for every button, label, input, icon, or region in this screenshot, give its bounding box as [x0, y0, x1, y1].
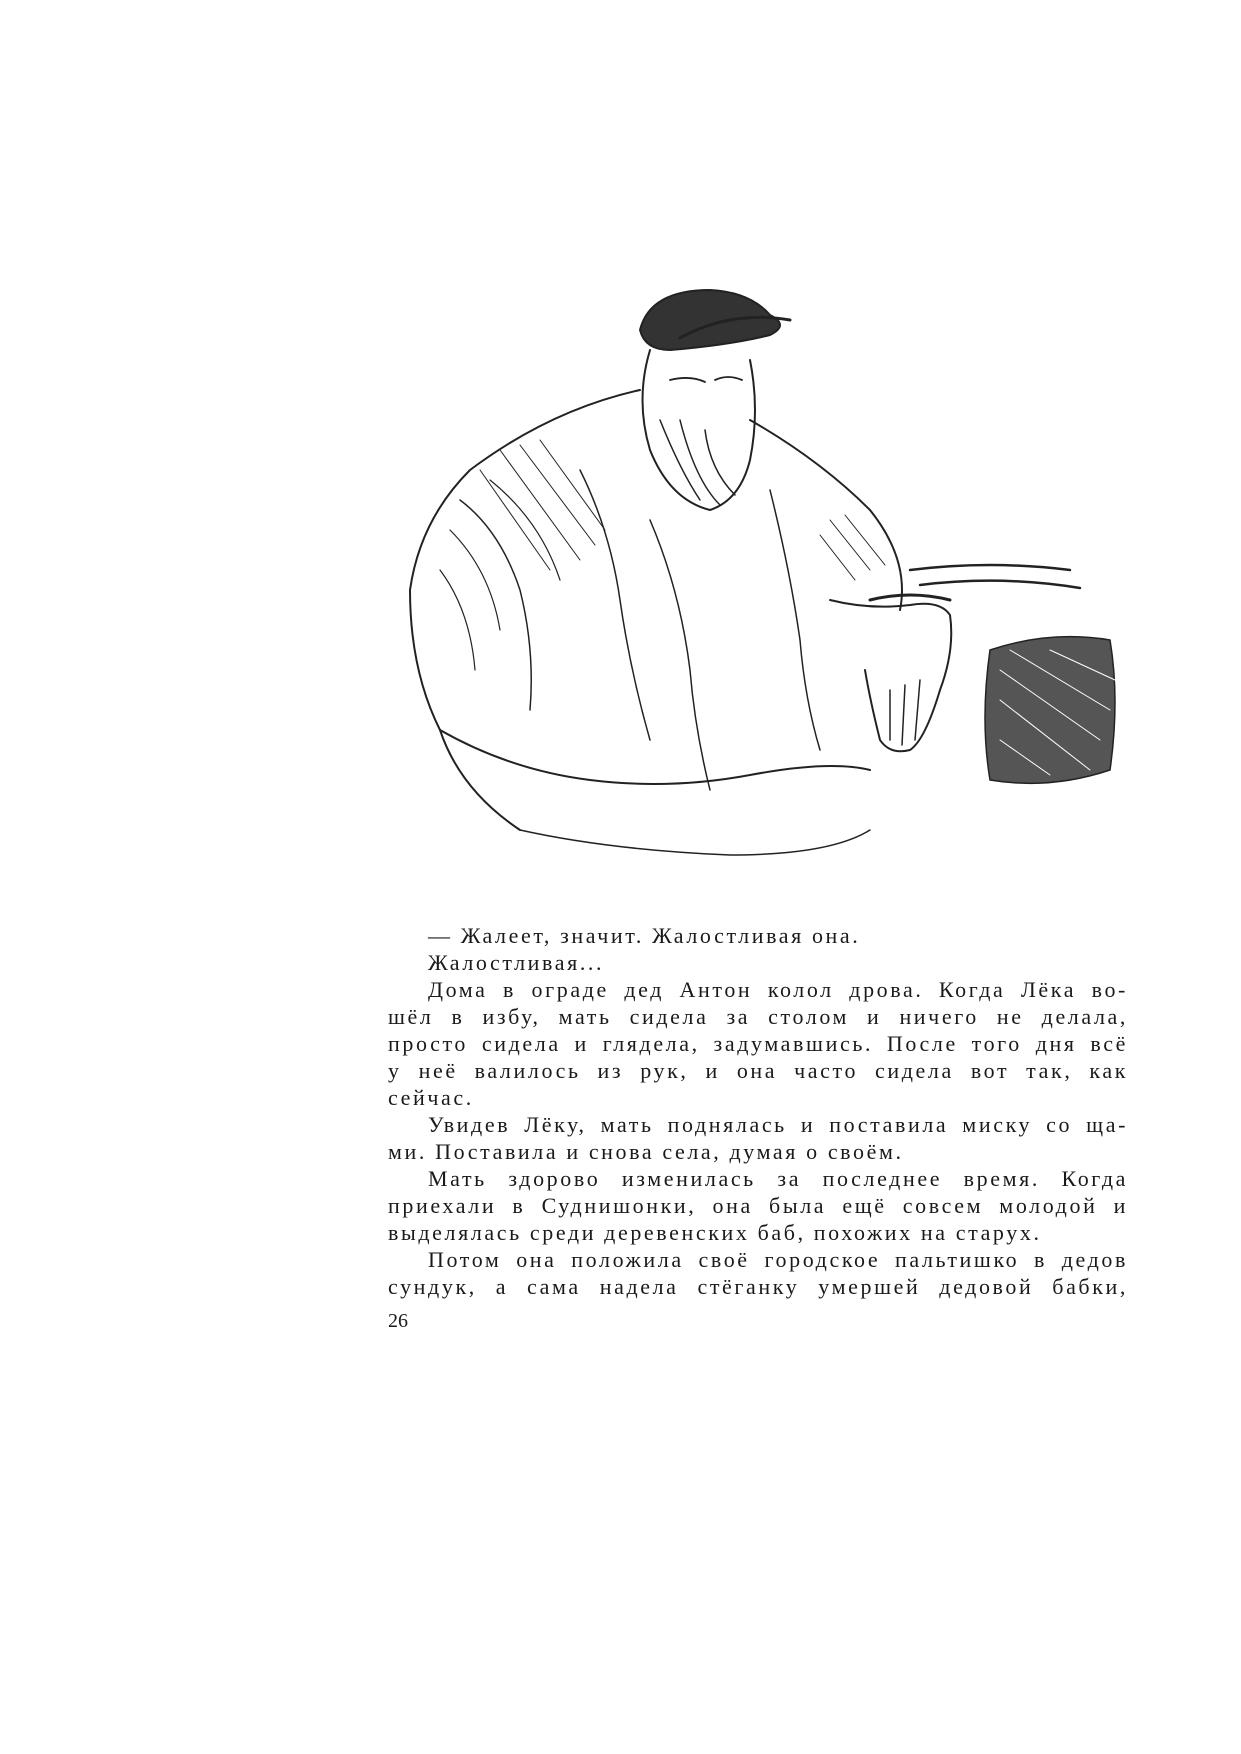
text-line: шёл в избу, мать сидела за столом и ничего не делала,	[388, 1004, 1128, 1029]
text-line: приехали в Суднишонки, она была ещё совсем молодой и	[388, 1193, 1128, 1218]
text-line: Увидев Лёку, мать поднялась и поставила миску со ща-	[428, 1112, 1128, 1137]
text-line: Дома в ограде дед Антон колол дрова. Когда Лёка во-	[428, 977, 1128, 1002]
text-line: Жалостливая...	[428, 950, 605, 975]
text-line: — Жалеет, значит. Жалостливая она.	[428, 923, 861, 948]
text-line: просто сидела и глядела, задумавшись. После того дня всё	[388, 1031, 1128, 1056]
text-line: сейчас.	[388, 1085, 474, 1110]
story-text	[388, 922, 1128, 1300]
page-number: 26	[388, 1310, 408, 1332]
text-line: ми. Поставила и снова села, думая о своём.	[388, 1139, 904, 1164]
illustration-old-man	[350, 270, 1140, 910]
text-line: у неё валилось из рук, и она часто сидела вот так, как	[388, 1058, 1128, 1083]
text-line: выделялась среди деревенских баб, похожих на старух.	[388, 1220, 1042, 1245]
old-man-ink-sketch-icon	[350, 270, 1140, 910]
text-line: Мать здорово изменилась за последнее время. Когда	[428, 1166, 1128, 1191]
text-line: Потом она положила своё городское пальтишко в дедов	[428, 1247, 1128, 1272]
text-line: сундук, а сама надела стёганку умершей дедовой бабки,	[388, 1274, 1128, 1299]
